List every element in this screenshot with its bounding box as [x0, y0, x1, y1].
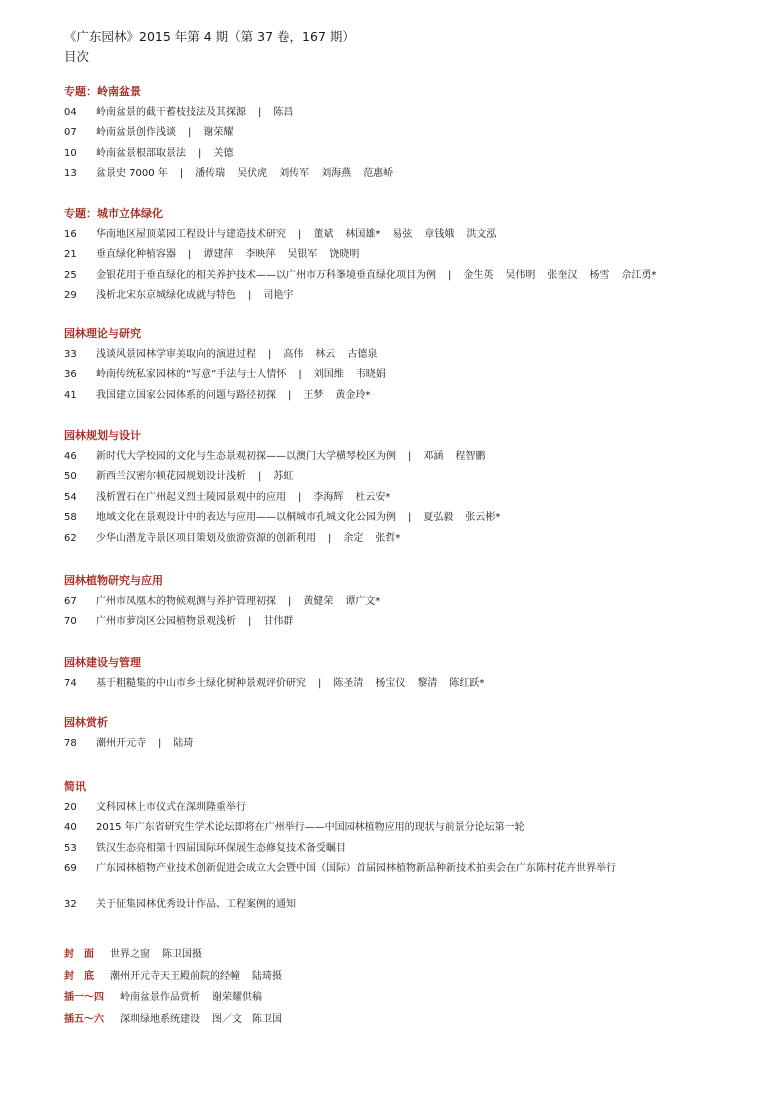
author-list [203, 245, 371, 265]
toc-entry [64, 123, 405, 143]
author-name: 王梦 [303, 389, 324, 401]
toc-entry [64, 612, 392, 632]
credit-label: 插一～四 [64, 992, 104, 1003]
page-number: 16 [64, 229, 77, 240]
author-name: 林国雄* [345, 229, 381, 240]
author-list [203, 123, 245, 143]
toc-section [64, 715, 205, 754]
page-number: 33 [64, 349, 77, 360]
page-number: 36 [64, 369, 77, 381]
article-title: 浅谈风景园林学审美取向的演进过程 [96, 349, 256, 360]
author-list [303, 592, 392, 612]
separator: | [448, 269, 452, 281]
article-title: 潮州开元寺 [96, 738, 146, 749]
author-list [423, 447, 497, 467]
article-title: 岭南传统私家园林的“写意”手法与士人情怀 [96, 369, 287, 381]
page-number: 69 [64, 863, 77, 875]
author-name: 刘传军 [279, 168, 310, 180]
author-name: 甘伟群 [263, 616, 294, 628]
page-number: 67 [64, 596, 77, 607]
separator: | [198, 147, 202, 159]
author-list [343, 529, 412, 549]
article-title: 我国建立国家公园体系的问题与路径初探 [96, 389, 276, 401]
section-heading: 专题：城市立体绿化 [64, 207, 163, 220]
author-name: 夏弘毅 [423, 512, 454, 524]
separator: | [288, 389, 292, 401]
author-name: 程智鹏 [455, 451, 486, 462]
toc-entry [64, 508, 512, 528]
toc-section [64, 84, 405, 185]
author-name: 张哲* [375, 532, 401, 544]
toc-entry [64, 529, 512, 549]
author-list [333, 674, 496, 694]
author-list [213, 144, 245, 164]
author-name: 范惠峤 [363, 168, 394, 180]
article-title: 地域文化在景观设计中的表达与应用——以桐城市孔城文化公园为例 [96, 512, 396, 524]
toc-entry [64, 386, 398, 406]
toc-entry [64, 895, 296, 915]
author-name: 谭广文* [345, 596, 381, 607]
credit-label: 封 面 [64, 949, 94, 960]
page-number: 04 [64, 107, 77, 118]
page-number: 50 [64, 471, 77, 483]
author-name: 刘海燕 [321, 168, 352, 180]
author-name: 余定 [343, 532, 364, 544]
author-name: 黄健荣 [303, 596, 334, 607]
separator: | [188, 127, 192, 139]
author-name: 张奎汉 [547, 269, 578, 281]
article-title: 垂直绿化种植容器 [96, 249, 176, 261]
toc-section [64, 206, 668, 307]
author-name: 谭建萍 [203, 249, 234, 261]
credit-title: 深圳绿地系统建设 [120, 1013, 200, 1025]
author-list [263, 286, 305, 306]
page-number: 74 [64, 678, 77, 689]
separator: | [328, 532, 332, 544]
article-title: 广州市萝岗区公园植物景观浅析 [96, 616, 236, 628]
toc-entry [64, 674, 496, 694]
author-name: 杜云安* [355, 491, 391, 503]
article-title: 盆景史 7000 年 [96, 168, 168, 180]
page-number: 41 [64, 389, 77, 401]
author-name: 古德泉 [347, 349, 378, 360]
author-list [173, 734, 205, 754]
article-title: 岭南盆景创作浅谈 [96, 127, 176, 139]
author-name: 陈红跃* [449, 678, 485, 689]
credit-line [64, 944, 282, 966]
separator: | [298, 369, 302, 381]
credit-by: 谢荣耀供稿 [212, 992, 262, 1003]
toc-entry [64, 798, 616, 818]
article-title: 新西兰汉密尔顿花园规划设计浅析 [96, 471, 246, 483]
separator: | [188, 249, 192, 261]
article-title: 铁汉生态亮相第十四届国际环保展生态修复技术备受瞩目 [96, 842, 346, 854]
toc-entry [64, 859, 616, 879]
separator: | [258, 471, 262, 483]
author-name: 章钱娥 [424, 229, 455, 240]
toc-entry [64, 345, 398, 365]
author-name: 李映萍 [245, 249, 276, 261]
credit-by: 图／文 陈卫国 [212, 1013, 282, 1025]
page-number: 25 [64, 269, 77, 281]
article-title: 浅析置石在广州起义烈士陵园景观中的应用 [96, 491, 286, 503]
author-list [195, 164, 405, 184]
separator: | [158, 738, 162, 749]
author-name: 陈圣清 [333, 678, 364, 689]
article-title: 广东园林植物产业技术创新促进会成立大会暨中国（国际）首届园林植物新品种新技术拍卖会在广东陈村花卉世界举行 [96, 863, 616, 875]
author-name: 李海辉 [313, 491, 344, 503]
section-heading: 简讯 [64, 780, 86, 793]
toc-entry [64, 245, 668, 265]
toc-entry [64, 164, 405, 184]
author-name: 潘传瑞 [195, 168, 226, 180]
author-name: 易弦 [392, 229, 413, 240]
author-name: 董斌 [313, 229, 334, 240]
credit-title: 潮州开元寺天王殿前院的经幢 [110, 970, 240, 982]
author-name: 金生英 [463, 269, 494, 281]
author-list [303, 386, 382, 406]
article-title: 新时代大学校园的文化与生态景观初探——以澳门大学横琴校区为例 [96, 451, 396, 462]
author-name: 高伟 [283, 349, 304, 360]
author-name: 陆琦 [173, 738, 194, 749]
author-list [463, 266, 668, 286]
toc-entry [64, 488, 512, 508]
toc-entry [64, 734, 205, 754]
author-list [283, 345, 389, 365]
article-title: 少华山潜龙寺景区项目策划及旅游资源的创新利用 [96, 532, 316, 544]
page-number: 62 [64, 532, 77, 544]
page-number: 21 [64, 249, 77, 261]
article-title: 2015 年广东省研究生学术论坛即将在广州举行——中国园林植物应用的现状与前景分论坛第一轮 [96, 822, 525, 834]
page-number: 78 [64, 738, 77, 749]
author-name: 林云 [315, 349, 336, 360]
author-list [313, 488, 402, 508]
author-list [273, 467, 305, 487]
toc-entry [64, 266, 668, 286]
toc-entry [64, 144, 405, 164]
separator: | [179, 168, 184, 180]
page-number: 10 [64, 147, 77, 159]
credit-by: 陆琦摄 [252, 970, 282, 982]
separator: | [288, 596, 292, 607]
section-heading: 园林规划与设计 [64, 429, 141, 442]
toc-section [64, 779, 616, 880]
toc-entry [64, 447, 512, 467]
separator: | [248, 616, 252, 628]
toc-section [64, 655, 496, 694]
section-heading: 园林建设与管理 [64, 656, 141, 669]
toc-entry [64, 103, 405, 123]
article-title: 文科园林上市仪式在深圳隆重举行 [96, 802, 246, 813]
page-number: 54 [64, 491, 77, 503]
credit-title: 岭南盆景作品赏析 [120, 992, 200, 1003]
separator: | [408, 451, 412, 462]
toc-section [64, 573, 392, 633]
page-header [64, 28, 355, 66]
toc-entry [64, 467, 512, 487]
toc-entry [64, 286, 668, 306]
author-list [263, 612, 305, 632]
author-name: 吴伏虎 [237, 168, 268, 180]
journal-title: 《广东园林》2015 年第 4 期（第 37 卷，167 期） [64, 29, 355, 44]
toc-entry [64, 839, 616, 859]
section-heading: 园林赏析 [64, 716, 108, 729]
toc-title: 目次 [64, 49, 90, 64]
page-number: 32 [64, 899, 77, 910]
author-name: 吴银军 [287, 249, 318, 261]
separator: | [298, 491, 302, 503]
page-number: 40 [64, 822, 77, 834]
toc-entry [64, 818, 616, 838]
author-name: 陈昌 [273, 107, 294, 118]
separator: | [318, 678, 322, 689]
author-name: 关德 [213, 147, 234, 159]
article-title: 岭南盆景的截干蓄枝技法及其探源 [96, 107, 246, 118]
toc-section [64, 428, 512, 549]
separator: | [408, 512, 412, 524]
article-title: 广州市凤凰木的物候观测与养护管理初探 [96, 596, 276, 607]
image-credits [64, 944, 282, 1030]
page-number: 53 [64, 842, 77, 854]
credit-line [64, 1009, 282, 1031]
page-number: 20 [64, 802, 77, 813]
author-name: 苏虹 [273, 471, 294, 483]
author-list [314, 365, 398, 385]
author-name: 黄金玲* [335, 389, 371, 401]
section-heading: 园林理论与研究 [64, 327, 141, 340]
section-heading: 专题：岭南盆景 [64, 85, 141, 98]
credit-by: 陈卫国摄 [162, 949, 202, 960]
toc-entry [64, 225, 668, 245]
article-title: 岭南盆景根部取景法 [96, 147, 186, 159]
author-list [273, 103, 305, 123]
author-name: 谢荣耀 [203, 127, 234, 139]
toc-entry [64, 365, 398, 385]
author-name: 杨雪 [589, 269, 610, 281]
article-title: 基于粗糙集的中山市乡土绿化树种景观评价研究 [96, 678, 306, 689]
credit-title: 世界之窗 [110, 949, 150, 960]
author-list [423, 508, 512, 528]
page-number: 70 [64, 616, 77, 628]
author-name: 吴伟明 [505, 269, 536, 281]
page-number: 29 [64, 290, 77, 302]
page-number: 07 [64, 127, 77, 139]
author-name: 洪文泓 [466, 229, 497, 240]
author-name: 邓涵 [423, 451, 444, 462]
author-name: 饶晓明 [329, 249, 360, 261]
author-list [313, 225, 508, 245]
toc-section [64, 895, 296, 915]
article-title: 关于征集园林优秀设计作品、工程案例的通知 [96, 899, 296, 910]
author-name: 黎清 [417, 678, 438, 689]
separator: | [258, 107, 262, 118]
page-number: 58 [64, 512, 77, 524]
toc-section [64, 326, 398, 406]
toc-entry [64, 592, 392, 612]
author-name: 韦晓娟 [355, 369, 386, 381]
credit-line [64, 987, 282, 1009]
article-title: 金银花用于垂直绿化的相关养护技术——以广州市万科峯境垂直绿化项目为例 [96, 269, 436, 281]
credit-line [64, 966, 282, 988]
section-heading: 园林植物研究与应用 [64, 574, 163, 587]
author-name: 杨宝仪 [375, 678, 406, 689]
author-name: 刘国维 [313, 369, 344, 381]
page-number: 46 [64, 451, 77, 462]
article-title: 浅析北宋东京城绿化成就与特色 [96, 290, 236, 302]
author-name: 佘江勇* [621, 269, 657, 281]
author-name: 张云彬* [465, 512, 501, 524]
article-title: 华南地区屋顶菜园工程设计与建造技术研究 [96, 229, 286, 240]
credit-label: 封 底 [64, 970, 94, 982]
page-number: 13 [64, 168, 77, 180]
separator: | [268, 349, 272, 360]
author-name: 司艳宇 [263, 290, 294, 302]
credit-label: 插五～六 [64, 1013, 104, 1025]
separator: | [248, 290, 252, 302]
separator: | [298, 229, 302, 240]
